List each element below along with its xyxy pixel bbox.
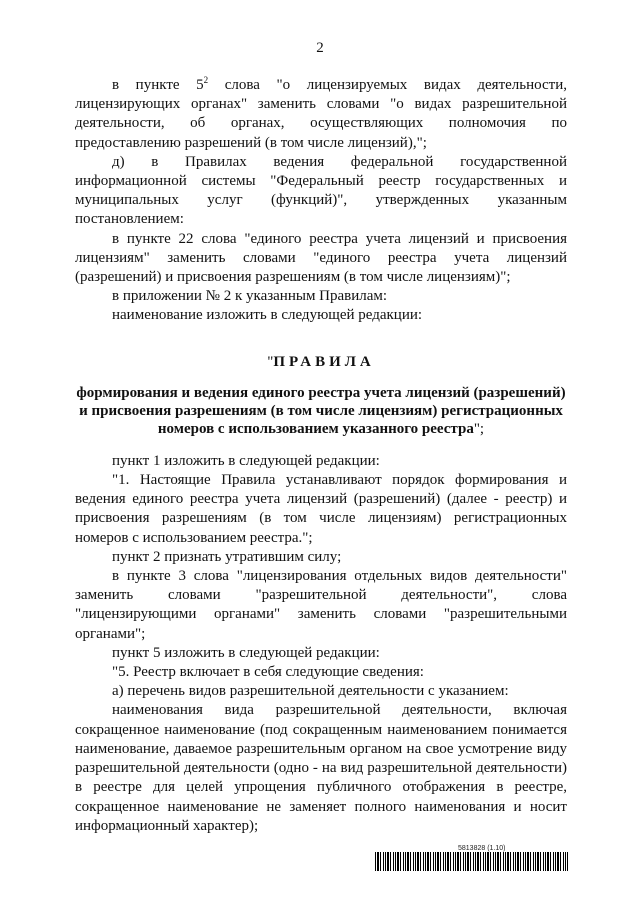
paragraph: "5. Реестр включает в себя следующие сведения: (112, 664, 424, 681)
paragraph: а) перечень видов разрешительной деятельности с указанием: (112, 683, 509, 700)
barcode-icon (375, 852, 568, 871)
paragraph: пункт 5 изложить в следующей редакции: (112, 644, 380, 661)
paragraph: пункт 1 изложить в следующей редакции: (112, 452, 380, 469)
paragraph: в пункте $5^2$ слова "о лицензируемых видах деятельности, лицензирующих органах" заменить словами "о видах разрешительной деятельности, об органах, осуществляющих полномочия по предоставлению разрешений (в том числе лицензий),"; (75, 75, 567, 151)
superscript: 2 (203, 75, 209, 85)
paragraph: д) в Правилах ведения федеральной государственной информационной системы "Федеральный реестр государственных и муниципальных услуг (функций)", утвержденных указанным постановлением: (75, 153, 567, 228)
paragraph: в пункте 3 слова "лицензирования отдельных видов деятельности" заменить словами "разрешительной деятельности", слова "лицензирующими органами" заменить словами "разрешительными органами"; (75, 568, 567, 642)
paragraph: "1. Настоящие Правила устанавливают порядок формирования и ведения единого реестра учета лицензий (разрешений) (далее - реестр) и присвоения разрешениям (в том числе лицензиям) регистрационных номеров с использованием реестра."; (75, 472, 567, 546)
rules-title: "ПРАВИЛА (267, 353, 375, 370)
document-code: 5813828 (1.10) (458, 845, 506, 852)
rules-subtitle: формирования и ведения единого реестра учета лицензий (разрешений) и присвоения разрешениям (в том числе лицензиям) регистрационных номеров с использованием указанного реестра"; (76, 384, 566, 437)
paragraph: пункт 2 признать утратившим силу; (112, 548, 342, 565)
rules-title-block (75, 353, 567, 438)
page-number: 2 (316, 40, 324, 56)
paragraph: в приложении № 2 к указанным Правилам: (112, 288, 388, 305)
paragraph: в пункте 22 слова "единого реестра учета лицензий и присвоения лицензиям" заменить словами "единого реестра учета лицензий (разрешений) и присвоения разрешениям (в том числе лицензиям)"; (75, 230, 567, 286)
document-body (75, 76, 567, 836)
paragraph: наименования вида разрешительной деятельности, включая сокращенное наименование (под сокращенным наименованием понимается наименование, даваемое разрешительным органом на свое усмотрение виду разрешительной деятельности (одно - на вид разрешительной деятельности) в реестре для целей упрощения публичного отображения в реестре, сокращенное наименование не заменяет полного наименования и носит информационный характер); (75, 702, 567, 834)
paragraph: наименование изложить в следующей редакции: (112, 307, 423, 324)
